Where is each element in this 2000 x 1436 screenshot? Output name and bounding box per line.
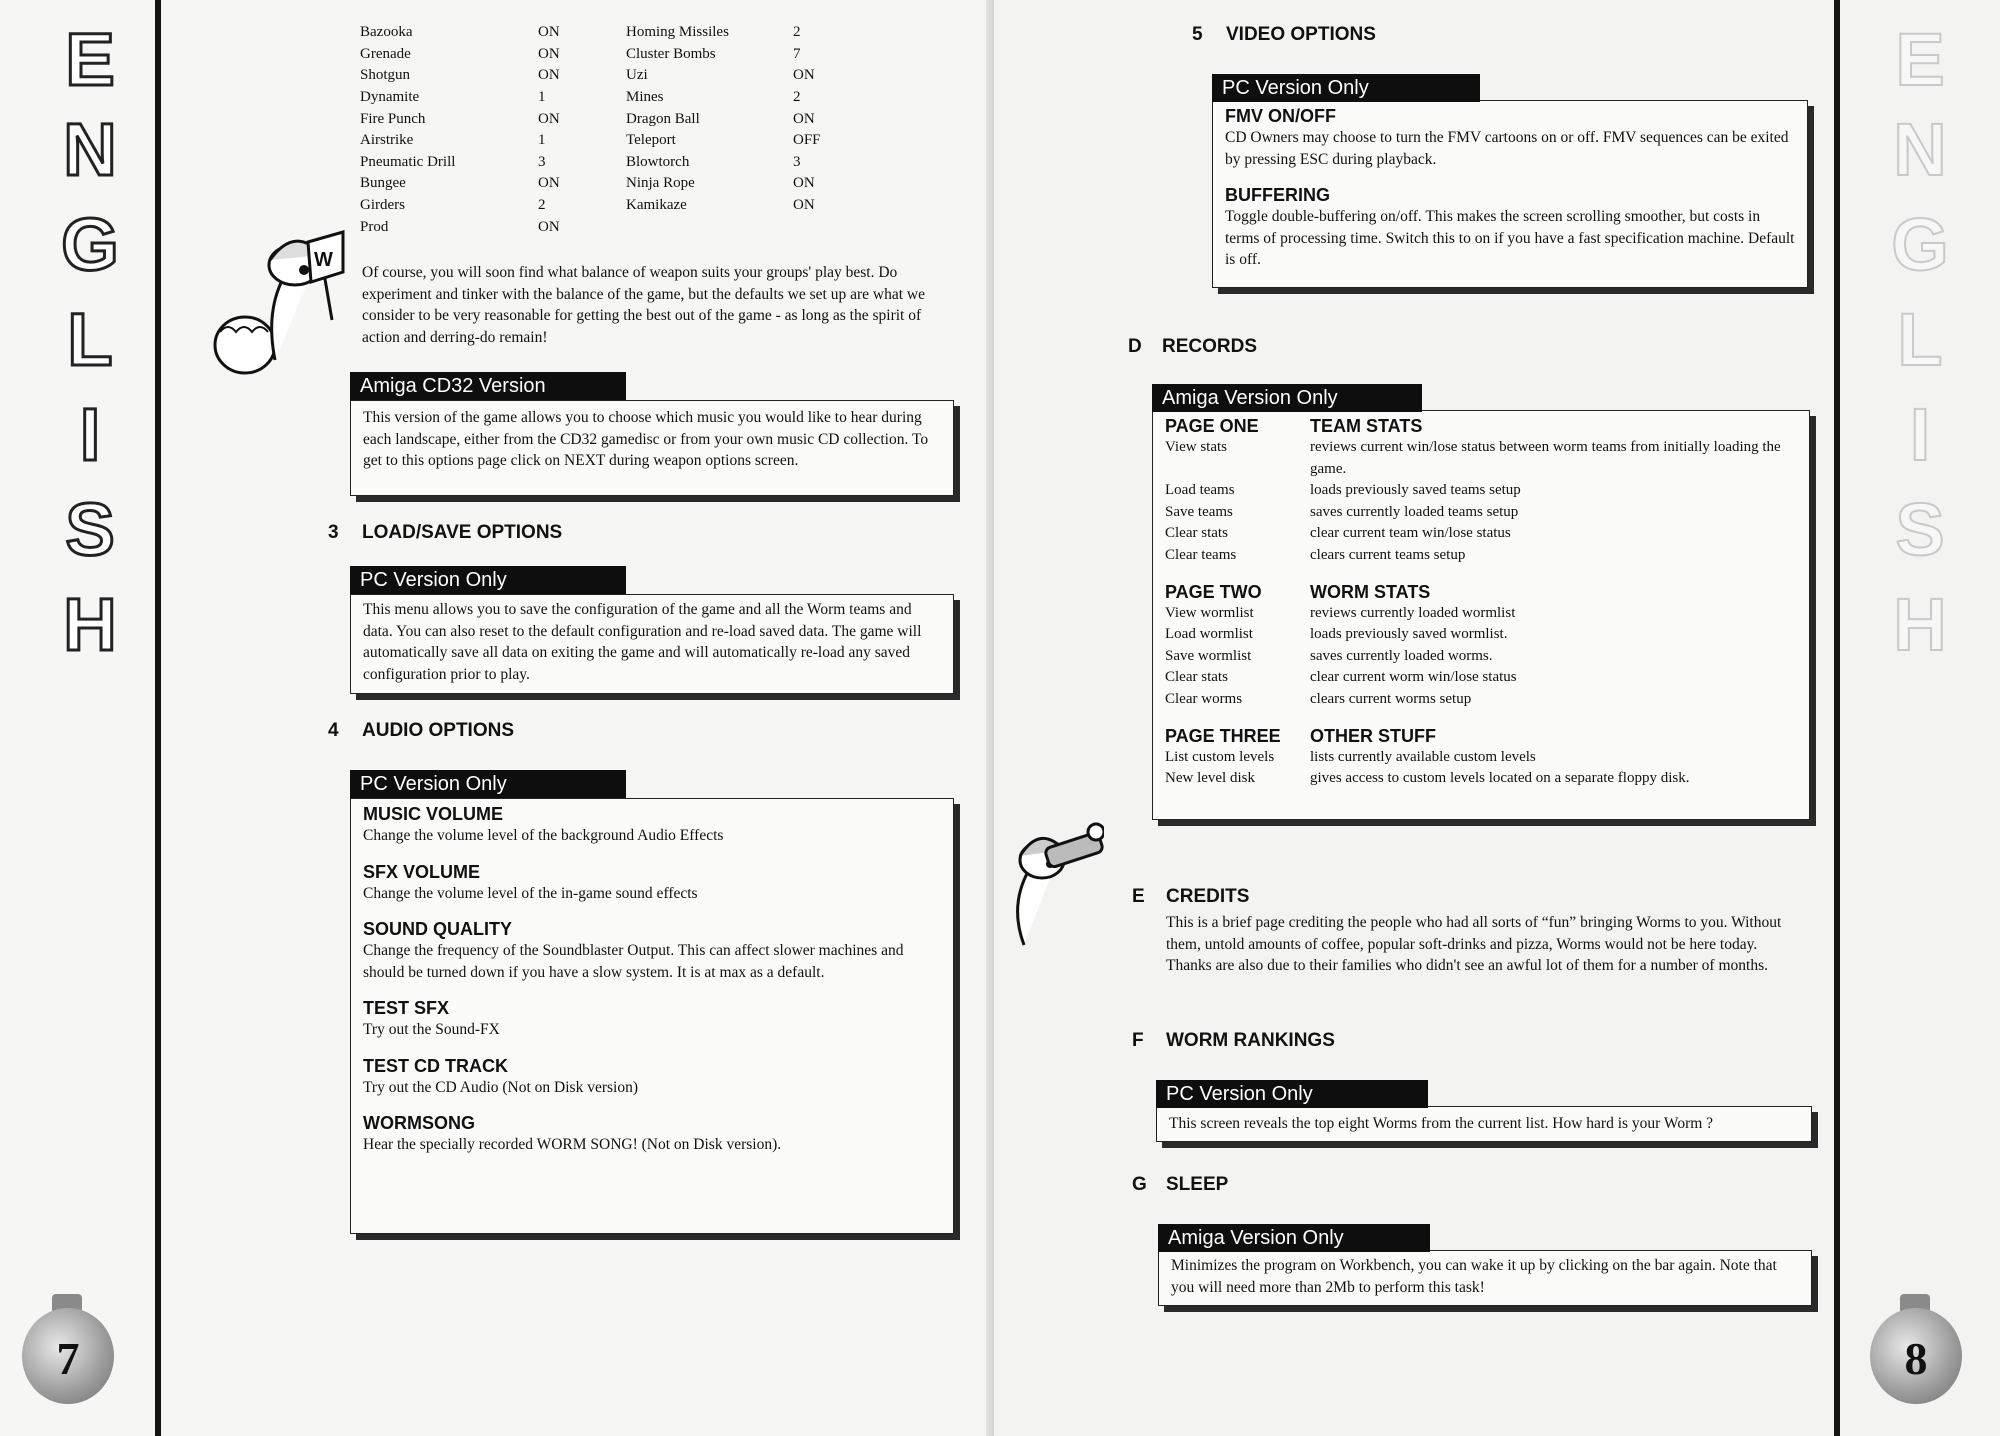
records-box [1152, 410, 1810, 820]
table-row [360, 22, 840, 44]
english-side-title-right [1860, 20, 1980, 720]
table-row [360, 108, 840, 130]
test-cd-track-text: Try out the CD Audio (Not on Disk version) [363, 1078, 638, 1096]
section-title: AUDIO OPTIONS [362, 720, 515, 741]
list-item [1165, 624, 1797, 646]
weapon-value: OFF [793, 132, 821, 149]
worm-rankings-tab: PC Version Only [1156, 1080, 1428, 1108]
list-item [1165, 603, 1797, 625]
weapon-value: ON [538, 175, 560, 192]
option-name: Clear stats [1165, 525, 1228, 542]
sound-quality-heading: SOUND QUALITY [363, 919, 513, 939]
page-label: PAGE TWO [1165, 581, 1262, 602]
weapon-value: ON [538, 110, 560, 127]
weapon-name: Airstrike [360, 132, 414, 149]
records-page-one-header [1165, 415, 1797, 437]
page-number: 8 [1904, 1333, 1928, 1384]
section-audio-options [328, 720, 514, 742]
list-item [1165, 545, 1797, 567]
side-title-letter: L [1897, 298, 1943, 381]
weapon-value: ON [793, 67, 815, 84]
weapon-name: Bazooka [360, 24, 413, 41]
weapon-name: Fire Punch [360, 110, 426, 127]
table-row [360, 44, 840, 66]
option-description: saves currently loaded worms. [1310, 647, 1493, 664]
option-description: clears current worms setup [1310, 690, 1472, 707]
side-title-letter: I [79, 393, 101, 476]
records-tab: Amiga Version Only [1152, 384, 1422, 412]
list-item [1165, 437, 1797, 480]
fmv-text: CD Owners may choose to turn the FMV cartoons on or off. FMV sequences can be exited by pressing ESC during playback. [1225, 129, 1789, 168]
records-page-three-header [1165, 725, 1797, 747]
weapon-value: 1 [538, 89, 546, 106]
list-item [1165, 646, 1797, 668]
side-title-letter: L [67, 298, 113, 381]
option-name: Load teams [1165, 482, 1235, 499]
side-title-letter: H [63, 583, 117, 666]
worm-rankings-text: This screen reveals the top eight Worms from the current list. How hard is your Worm ? [1169, 1115, 1714, 1132]
left-edge-bar [155, 0, 161, 1436]
list-item [1165, 502, 1797, 524]
test-cd-track-heading: TEST CD TRACK [363, 1055, 508, 1076]
option-name: Clear worms [1165, 690, 1243, 707]
weapon-name: Pneumatic Drill [360, 153, 456, 170]
option-name: New level disk [1165, 770, 1255, 787]
table-row [360, 173, 840, 195]
weapon-name: Grenade [360, 45, 411, 62]
weapon-value: ON [538, 45, 560, 62]
option-description: gives access to custom levels located on a separate floppy disk. [1310, 770, 1690, 787]
section-credits [1132, 886, 1249, 908]
weapon-value: ON [793, 110, 815, 127]
section-title: WORM RANKINGS [1166, 1030, 1335, 1051]
weapon-value: 2 [793, 89, 801, 106]
section-number: E [1132, 886, 1145, 907]
sfx-volume-text: Change the volume level of the in-game sound effects [363, 884, 698, 902]
option-description: clears current teams setup [1310, 546, 1466, 563]
list-item [1165, 523, 1797, 545]
load-save-tab: PC Version Only [350, 566, 626, 594]
list-item [1165, 667, 1797, 689]
side-title-letter: S [1895, 488, 1945, 571]
section-worm-rankings [1132, 1030, 1335, 1052]
weapon-value: 2 [538, 197, 546, 214]
english-side-title-left [30, 20, 150, 720]
weapon-name: Shotgun [360, 67, 411, 84]
wormsong-text: Hear the specially recorded WORM SONG! (Not on Disk version). [363, 1136, 782, 1153]
weapon-name: Uzi [626, 67, 648, 84]
side-title-letter: N [1893, 108, 1947, 191]
intro-paragraph: Of course, you will soon find what balance of weapon suits your groups' play best. Do experiment and tinker with the balance of the game, but the defaults we set up are what we consider to be very reasonable for getting the best out of the game - as long as the spirit of action and derring-do remain! [362, 264, 925, 346]
audio-options-tab: PC Version Only [350, 770, 626, 798]
table-row [360, 216, 840, 238]
weapon-name: Kamikaze [626, 197, 687, 214]
section-title: LOAD/SAVE OPTIONS [362, 522, 563, 543]
side-title-letter: I [1909, 393, 1931, 476]
fmv-heading: FMV ON/OFF [1225, 106, 1336, 126]
option-description: clear current team win/lose status [1310, 525, 1511, 542]
video-options-tab: PC Version Only [1212, 74, 1480, 102]
weapon-value: ON [793, 197, 815, 214]
weapon-name: Ninja Rope [626, 175, 695, 192]
credits-paragraph: This is a brief page crediting the people who had all sorts of “fun” bringing Worms to you. Without them, untold amounts of coffee, popular soft-drinks and pizza, Worms would not be here today. Thanks are also due to their families who didn't see an awful lot of them for a number of months. [1166, 914, 1782, 974]
table-row [360, 87, 840, 109]
page-label: PAGE THREE [1165, 725, 1281, 746]
option-name: List custom levels [1165, 748, 1275, 765]
right-edge-bar [1834, 0, 1840, 1436]
section-number: 3 [328, 522, 339, 543]
option-description: saves currently loaded teams setup [1310, 503, 1519, 520]
cd32-text: This version of the game allows you to choose which music you would like to hear during each landscape, either from the CD32 gamedisc or from your own music CD collection. To get to this options page click on NEXT during weapon options screen. [363, 409, 929, 469]
sleep-box [1158, 1250, 1812, 1306]
option-name: Clear stats [1165, 669, 1228, 686]
right-page [994, 0, 2000, 1436]
grenade-page-number-right [1866, 1290, 1966, 1408]
left-page [0, 0, 994, 1436]
option-name: View wormlist [1165, 604, 1254, 621]
weapon-name: Teleport [626, 132, 676, 149]
svg-text:W: W [314, 249, 333, 271]
cd32-version-tab: Amiga CD32 Version [350, 372, 626, 400]
option-description: lists currently available custom levels [1310, 748, 1536, 765]
table-row [360, 65, 840, 87]
list-item [1165, 689, 1797, 711]
weapon-name: Bungee [360, 175, 406, 192]
weapon-name: Prod [360, 218, 389, 235]
section-video-options [1192, 24, 1376, 46]
option-name: Save wormlist [1165, 647, 1252, 664]
grenade-page-number-left [18, 1290, 118, 1408]
option-name: Clear teams [1165, 546, 1237, 563]
side-title-letter: E [65, 18, 115, 101]
option-name: View stats [1165, 439, 1228, 455]
sfx-volume-heading: SFX VOLUME [363, 861, 481, 882]
section-number: 5 [1192, 24, 1203, 45]
option-description: reviews currently loaded wormlist [1310, 604, 1516, 621]
weapon-name: Cluster Bombs [626, 45, 716, 62]
side-title-letter: H [1893, 583, 1947, 666]
weapon-name: Mines [626, 89, 664, 106]
cd32-version-box [350, 400, 954, 496]
section-title: VIDEO OPTIONS [1226, 24, 1376, 45]
section-records [1128, 336, 1257, 358]
load-save-box [350, 594, 954, 694]
worm-flag-illustration [200, 220, 350, 380]
weapon-name: Blowtorch [626, 153, 690, 170]
weapon-value: 3 [538, 153, 546, 170]
weapon-value: ON [538, 67, 560, 84]
audio-options-box [350, 798, 954, 1234]
table-row [360, 195, 840, 217]
section-title: CREDITS [1166, 886, 1250, 907]
video-options-box [1212, 100, 1808, 288]
option-description: clear current worm win/lose status [1310, 669, 1517, 686]
weapon-value: ON [538, 218, 560, 235]
option-description: reviews current win/lose status between worm teams from initially loading the game. [1310, 439, 1781, 477]
side-title-letter: N [63, 108, 117, 191]
section-load-save [328, 522, 562, 544]
side-title-letter: G [1891, 203, 1949, 286]
weapon-value: 1 [538, 132, 546, 149]
sleep-tab: Amiga Version Only [1158, 1224, 1430, 1252]
section-number: D [1128, 336, 1142, 357]
option-name: Load wormlist [1165, 626, 1253, 643]
list-item [1165, 768, 1797, 790]
weapons-table [360, 22, 840, 238]
weapon-value: ON [538, 24, 560, 41]
option-description: loads previously saved wormlist. [1310, 626, 1508, 643]
sleep-text: Minimizes the program on Workbench, you can wake it up by clicking on the bar again. Note that you will need more than 2Mb to perform this task! [1171, 1257, 1777, 1296]
worm-bazooka-illustration [994, 820, 1104, 950]
page-number: 7 [56, 1333, 80, 1384]
wormsong-heading: WORMSONG [363, 1113, 475, 1133]
page-label: PAGE ONE [1165, 416, 1259, 436]
list-item [1165, 747, 1797, 769]
music-volume-heading: MUSIC VOLUME [363, 804, 504, 824]
section-title: RECORDS [1162, 336, 1258, 357]
section-number: 4 [328, 720, 339, 741]
test-sfx-text: Try out the Sound-FX [363, 1021, 500, 1038]
side-title-letter: S [65, 488, 115, 571]
load-save-text: This menu allows you to save the configuration of the game and all the Worm teams and data. You can also reset to the default configuration and re-load saved data. The game will automatically save all data on exiting the game and will automatically re-load any saved configuration prior to play. [363, 601, 922, 683]
weapon-value: ON [793, 175, 815, 192]
music-volume-text: Change the volume level of the background Audio Effects [363, 827, 724, 844]
weapon-value: 3 [793, 153, 801, 170]
stats-label: OTHER STUFF [1310, 725, 1436, 746]
worm-rankings-box [1156, 1106, 1812, 1142]
section-title: SLEEP [1166, 1174, 1229, 1195]
buffering-heading: BUFFERING [1225, 185, 1330, 205]
table-row [360, 130, 840, 152]
list-item [1165, 480, 1797, 502]
weapon-name: Homing Missiles [626, 24, 729, 41]
weapon-name: Dynamite [360, 89, 420, 106]
section-number: G [1132, 1174, 1147, 1195]
weapon-value: 2 [793, 24, 801, 41]
table-row [360, 152, 840, 174]
test-sfx-heading: TEST SFX [363, 998, 450, 1018]
side-title-letter: G [61, 203, 119, 286]
records-page-two-header [1165, 581, 1797, 603]
weapon-name: Dragon Ball [626, 110, 700, 127]
side-title-letter: E [1895, 18, 1945, 101]
section-number: F [1132, 1030, 1144, 1051]
option-name: Save teams [1165, 503, 1233, 520]
weapon-value: 7 [793, 45, 801, 62]
option-description: loads previously saved teams setup [1310, 482, 1521, 499]
stats-label: TEAM STATS [1310, 416, 1423, 436]
buffering-text: Toggle double-buffering on/off. This makes the screen scrolling smoother, but costs in terms of processing time. Switch this to on if you have a fast specification machine. Default is off. [1225, 208, 1795, 268]
stats-label: WORM STATS [1310, 581, 1431, 602]
section-sleep [1132, 1174, 1228, 1196]
weapon-name: Girders [360, 197, 405, 214]
sound-quality-text: Change the frequency of the Soundblaster Output. This can affect slower machines and should be turned down if you have a slow system. It is at max as a default. [363, 942, 904, 981]
